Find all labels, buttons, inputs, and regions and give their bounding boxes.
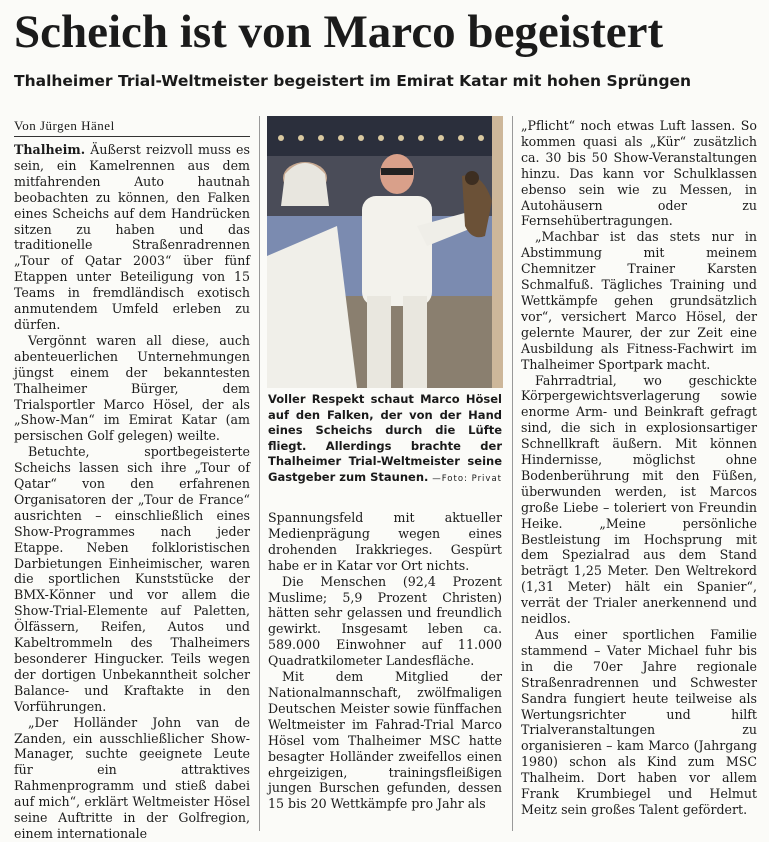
paragraph: Spannungsfeld mit aktueller Medienprägung wegen eines drohenden Irakkrieges. Gespürt habe er in Katar vor Ort nichts. — [268, 510, 502, 573]
column-divider — [259, 116, 260, 831]
photo-caption: Voller Respekt schaut Marco Hösel auf den Falken, der von der Hand eines Scheichs durch die Lüfte fliegt. Allerdings brachte der Thalheimer Trial-Weltmeister seine Gastgeber zum Staunen. —Foto: Privat — [268, 392, 502, 487]
paragraph: Betuchte, sportbegeisterte Scheichs lassen sich ihre „Tour of Qatar“ von den erfahrenen Organisatoren der „Tour de France“ ausrichten – einschließlich eines Show-Programmes nach jeder Etappe. Neben folkloristischen Darbietungen Einheimischer, waren die sportlichen Kunststücke der BMX-Könner und vor allem die Show-Trial-Elemente auf Paletten, Ölfässern, Reifen, Autos und Kabeltrommeln des Thalheimers besonderer Hingucker. Teils wegen der dortigen Unbekanntheit solcher Balance- und Kraftakte in den Vorführungen. — [14, 444, 250, 714]
dateline: Thalheim. — [14, 142, 86, 157]
paragraph: „Machbar ist das stets nur in Abstimmung mit meinem Chemnitzer Trainer Karsten Schmalfuß. Tägliches Training und Wettkämpfe gehen grundsätzlich vor“, versichert Marco Hösel, der gelernte Maurer, der zur Zeit eine Ausbildung als Fitness-Fachwirt im Thalheimer Sportpark macht. — [521, 229, 757, 372]
byline: Von Jürgen Hänel — [14, 118, 250, 137]
paragraph: „Pflicht“ noch etwas Luft lassen. So kommen quasi als „Kür“ zusätzlich ca. 30 bis 50 Show-Veranstaltungen hinzu. Das kann vor Schulklassen ebenso sein wie zu Messen, in Autohäusern oder zu Fernsehübertragungen. — [521, 118, 757, 229]
headline: Scheich ist von Marco begeistert — [14, 6, 664, 58]
photo-credit: —Foto: Privat — [432, 473, 502, 484]
paragraph: „Der Holländer John van de Zanden, ein ausschließlicher Show-Manager, suchte geeignete Leute für ein attraktives Rahmenprogramm und stieß dabei auf mich“, erklärt Weltmeister Hösel seine Auftritte in der Golfregion, einem internationale — [14, 714, 250, 841]
article-column-1 — [14, 142, 250, 842]
article-photo — [267, 116, 503, 388]
article-column-2 — [268, 510, 502, 812]
photo-illustration — [267, 116, 503, 388]
paragraph: Mit dem Mitglied der Nationalmannschaft, zwölfmaligen Deutschen Meister sowie fünffachen Weltmeister im Fahrad-Trial Marco Hösel vom Thalheimer MSC hatte besagter Holländer zweifellos einen ehrgeizigen, trainingsfleißigen jungen Burschen gefunden, dessen 15 bis 20 Wettkämpfe pro Jahr als — [268, 669, 502, 812]
subheadline: Thalheimer Trial-Weltmeister begeistert im Emirat Katar mit hohen Sprüngen — [14, 72, 692, 90]
paragraph: Fahrradtrial, wo geschickte Körpergewichtsverlagerung sowie enorme Arm- und Beinkraft gefragt sind, die sich in explosionsartiger Schnellkraft äußern. Mit können Hindernisse, möglichst ohne Bodenberührung mit den Füßen, überwunden werden, ist Marcos große Liebe – toleriert von Freundin Heike. „Meine persönliche Bestleistung im Hochsprung mit dem Spezialrad aus dem Stand beträgt 1,25 Meter. Den Weltrekord (1,31 Meter) hält ein Spanier“, verrät der Trialer anerkennend und neidlos. — [521, 372, 757, 627]
paragraph: Vergönnt waren all diese, auch abenteuerlichen Unternehmungen jüngst einem der bekanntesten Thalheimer Bürger, dem Trialsportler Marco Hösel, der als „Show-Man“ im Emirat Katar (am persischen Golf gelegen) weilte. — [14, 332, 250, 444]
article-column-3 — [521, 118, 757, 818]
paragraph: Aus einer sportlichen Familie stammend – Vater Michael fuhr bis in die 70er Jahre regionale Straßenradrennen und Schwester Sandra fungiert heute teilweise als Wertungsrichter und hilft Trialveranstaltungen zu organisieren – kam Marco (Jahrgang 1980) schon als Kind zum MSC Thalheim. Dort haben vor allem Frank Krumbiegel und Helmut Meitz sein großes Talent gefördert. — [521, 627, 757, 817]
paragraph: Thalheim. Äußerst reizvoll muss es sein, ein Kamelrennen aus dem mitfahrenden Auto hautnah beobachten zu können, den Falken eines Scheichs auf dem Handrücken sitzen zu haben und das traditionelle Straßenradrennen „Tour of Qatar 2003“ über fünf Etappen unter Beteiligung von 15 Teams in fremdländisch exotisch anmutendem Umfeld erleben zu dürfen. — [14, 142, 250, 332]
paragraph: Die Menschen (92,4 Prozent Muslime; 5,9 Prozent Christen) hätten sehr gelassen und freundlich gewirkt. Insgesamt leben ca. 589.000 Einwohner auf 11.000 Quadratkilometer Landesfläche. — [268, 573, 502, 669]
column-divider — [512, 116, 513, 831]
